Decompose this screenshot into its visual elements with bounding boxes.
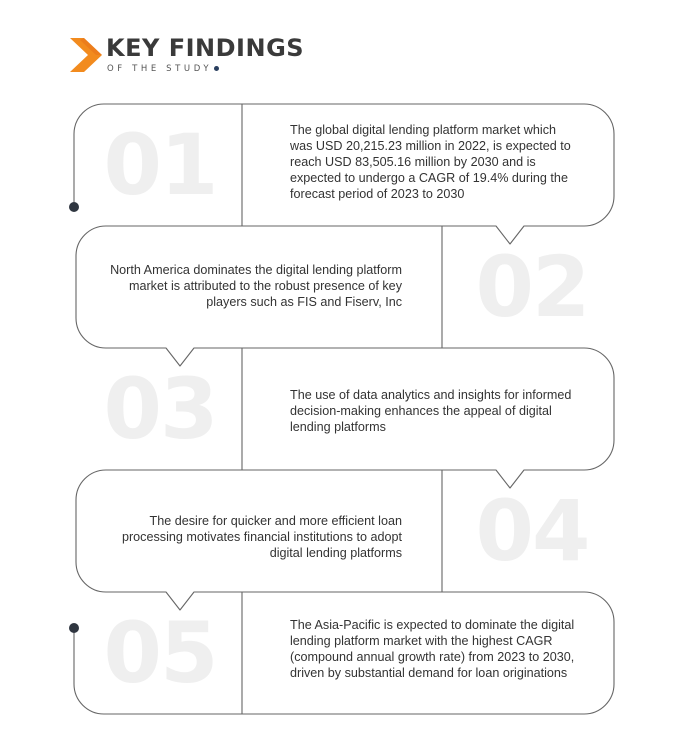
finding-number-03: 03 [103,360,217,458]
finding-text-01: The global digital lending platform market which was USD 20,215.23 million in 2022, is expected to reach USD 83,505.16 million by 2030 and is expected to undergo a CAGR of 19.4% during the forecast period of 2023 to 2030 [290,123,571,201]
finding-number-04: 04 [475,482,589,580]
start-dot [69,202,79,212]
page-title: KEY FINDINGS [106,34,305,62]
finding-text-05: The Asia-Pacific is expected to dominate the digital lending platform market with the highest CAGR (compound annual growth rate) from 2023 to 2030, driven by substantial demand for loan originations [290,618,575,680]
finding-text-04: The desire for quicker and more efficient loan processing motivates financial institutions to adopt digital lending platforms [121,514,402,560]
finding-text-02: North America dominates the digital lending platform market is attributed to the robust presence of key players such as FIS and Fiserv, Inc [110,263,402,309]
page-subtitle: OF THE STUDY [107,64,219,74]
finding-number-05: 05 [103,604,217,702]
finding-text-03: The use of data analytics and insights for informed decision-making enhances the appeal of digital lending platforms [290,388,572,434]
finding-number-01: 01 [103,116,217,214]
end-dot [69,623,79,633]
finding-number-02: 02 [475,238,589,336]
